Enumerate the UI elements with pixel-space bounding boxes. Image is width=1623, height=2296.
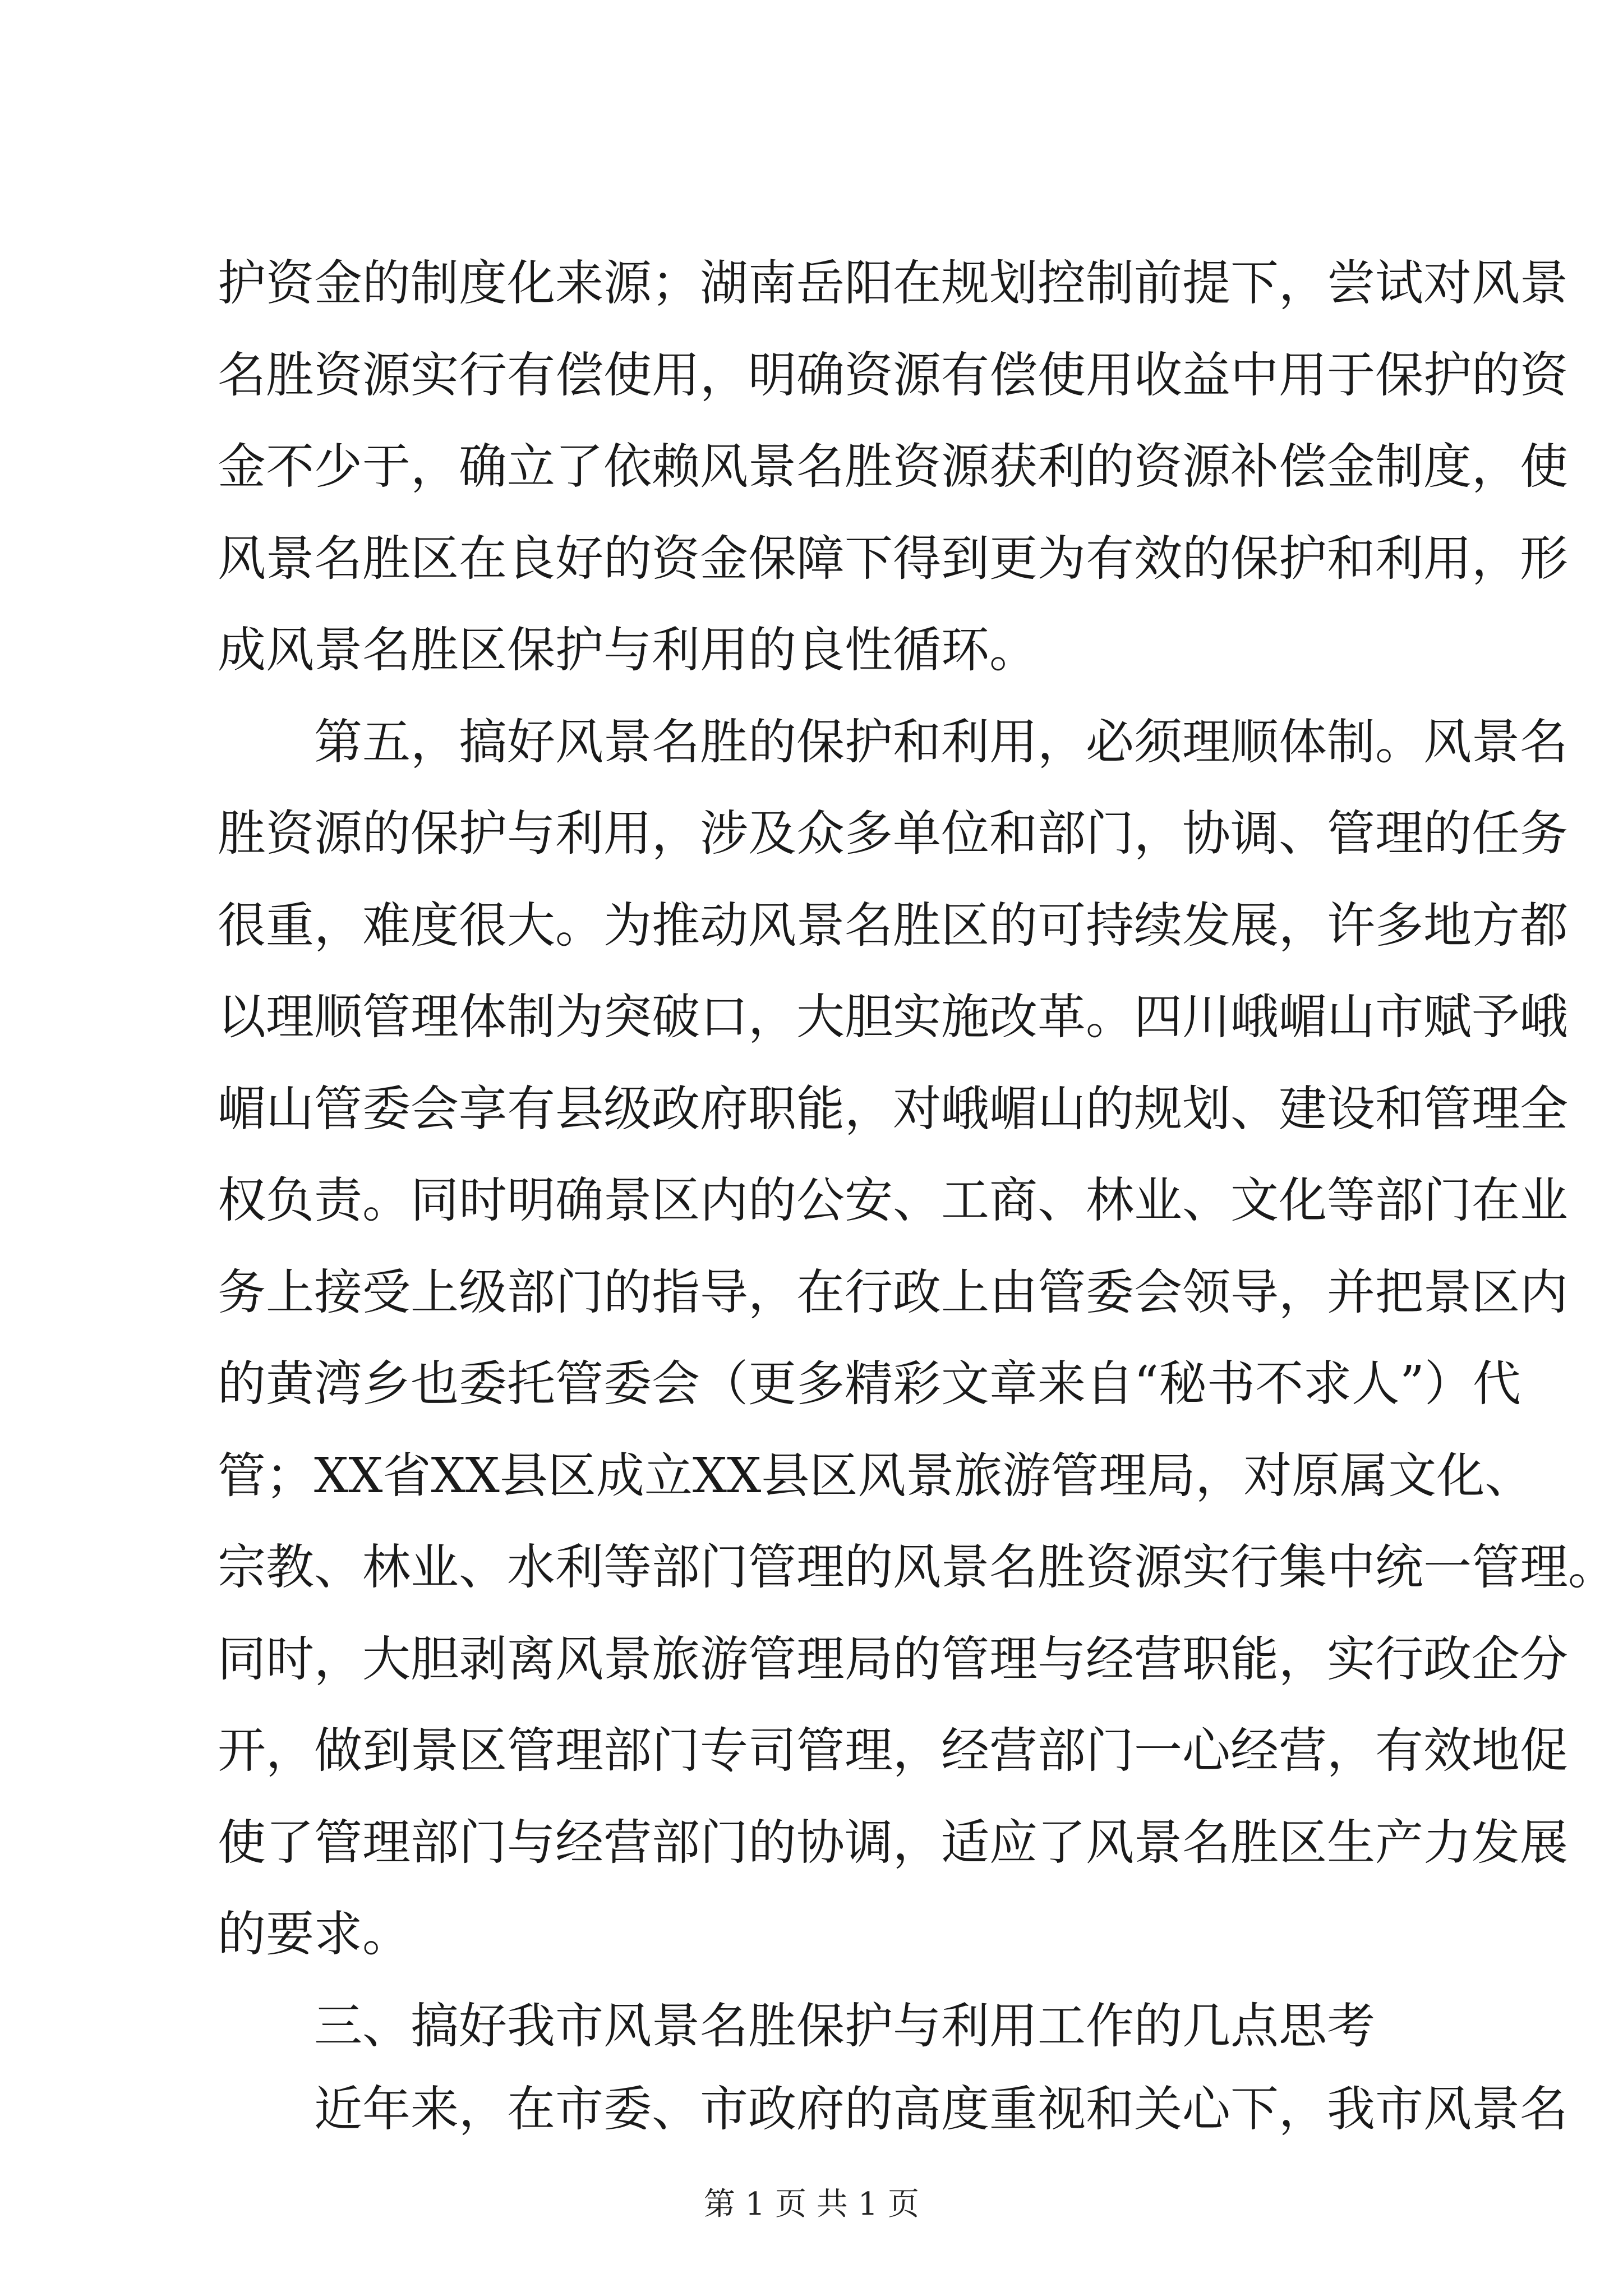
text-line: 使了管理部门与经营部门的协调，适应了风景名胜区生产力发展	[218, 1815, 1568, 1871]
text-line: 嵋山管委会享有县级政府职能，对峨嵋山的规划、建设和管理全	[218, 1081, 1568, 1137]
text-line: 权负责。同时明确景区内的公安、工商、林业、文化等部门在业	[218, 1172, 1568, 1228]
text-line: 成风景名胜区保护与利用的良性循环。	[218, 622, 1038, 678]
text-line: 护资金的制度化来源；湖南岳阳在规划控制前提下，尝试对风景	[218, 255, 1568, 311]
text-line: 务上接受上级部门的指导，在行政上由管委会领导，并把景区内	[218, 1264, 1568, 1320]
text-line: 同时，大胆剥离风景旅游管理局的管理与经营职能，实行政企分	[218, 1631, 1568, 1687]
text-line: 近年来，在市委、市政府的高度重视和关心下，我市风景名	[314, 2081, 1568, 2137]
text-line: 的要求。	[218, 1906, 411, 1962]
text-line: 金不少于，确立了依赖风景名胜资源获利的资源补偿金制度，使	[218, 439, 1568, 495]
text-line: 的黄湾乡也委托管委会（更多精彩文章来自“秘书不求人”）代	[218, 1356, 1521, 1412]
text-line: 胜资源的保护与利用，涉及众多单位和部门，协调、管理的任务	[218, 806, 1568, 862]
text-line: 开，做到景区管理部门专司管理，经营部门一心经营，有效地促	[218, 1723, 1568, 1779]
text-line: 以理顺管理体制为突破口，大胆实施改革。四川峨嵋山市赋予峨	[218, 989, 1568, 1045]
text-line: 很重，难度很大。为推动风景名胜区的可持续发展，许多地方都	[218, 898, 1568, 954]
text-line: 名胜资源实行有偿使用，明确资源有偿使用收益中用于保护的资	[218, 347, 1568, 403]
section-heading: 三、搞好我市风景名胜保护与利用工作的几点思考	[314, 1998, 1375, 2054]
page-footer: 第 1 页 共 1 页	[703, 2186, 920, 2223]
text-line: 宗教、林业、水利等部门管理的风景名胜资源实行集中统一管理。	[218, 1539, 1616, 1595]
text-line: 风景名胜区在良好的资金保障下得到更为有效的保护和利用，形	[218, 531, 1568, 587]
text-line: 第五，搞好风景名胜的保护和利用，必须理顺体制。风景名	[314, 714, 1568, 770]
text-line: 管；XX省XX县区成立XX县区风景旅游管理局，对原属文化、	[218, 1448, 1533, 1504]
